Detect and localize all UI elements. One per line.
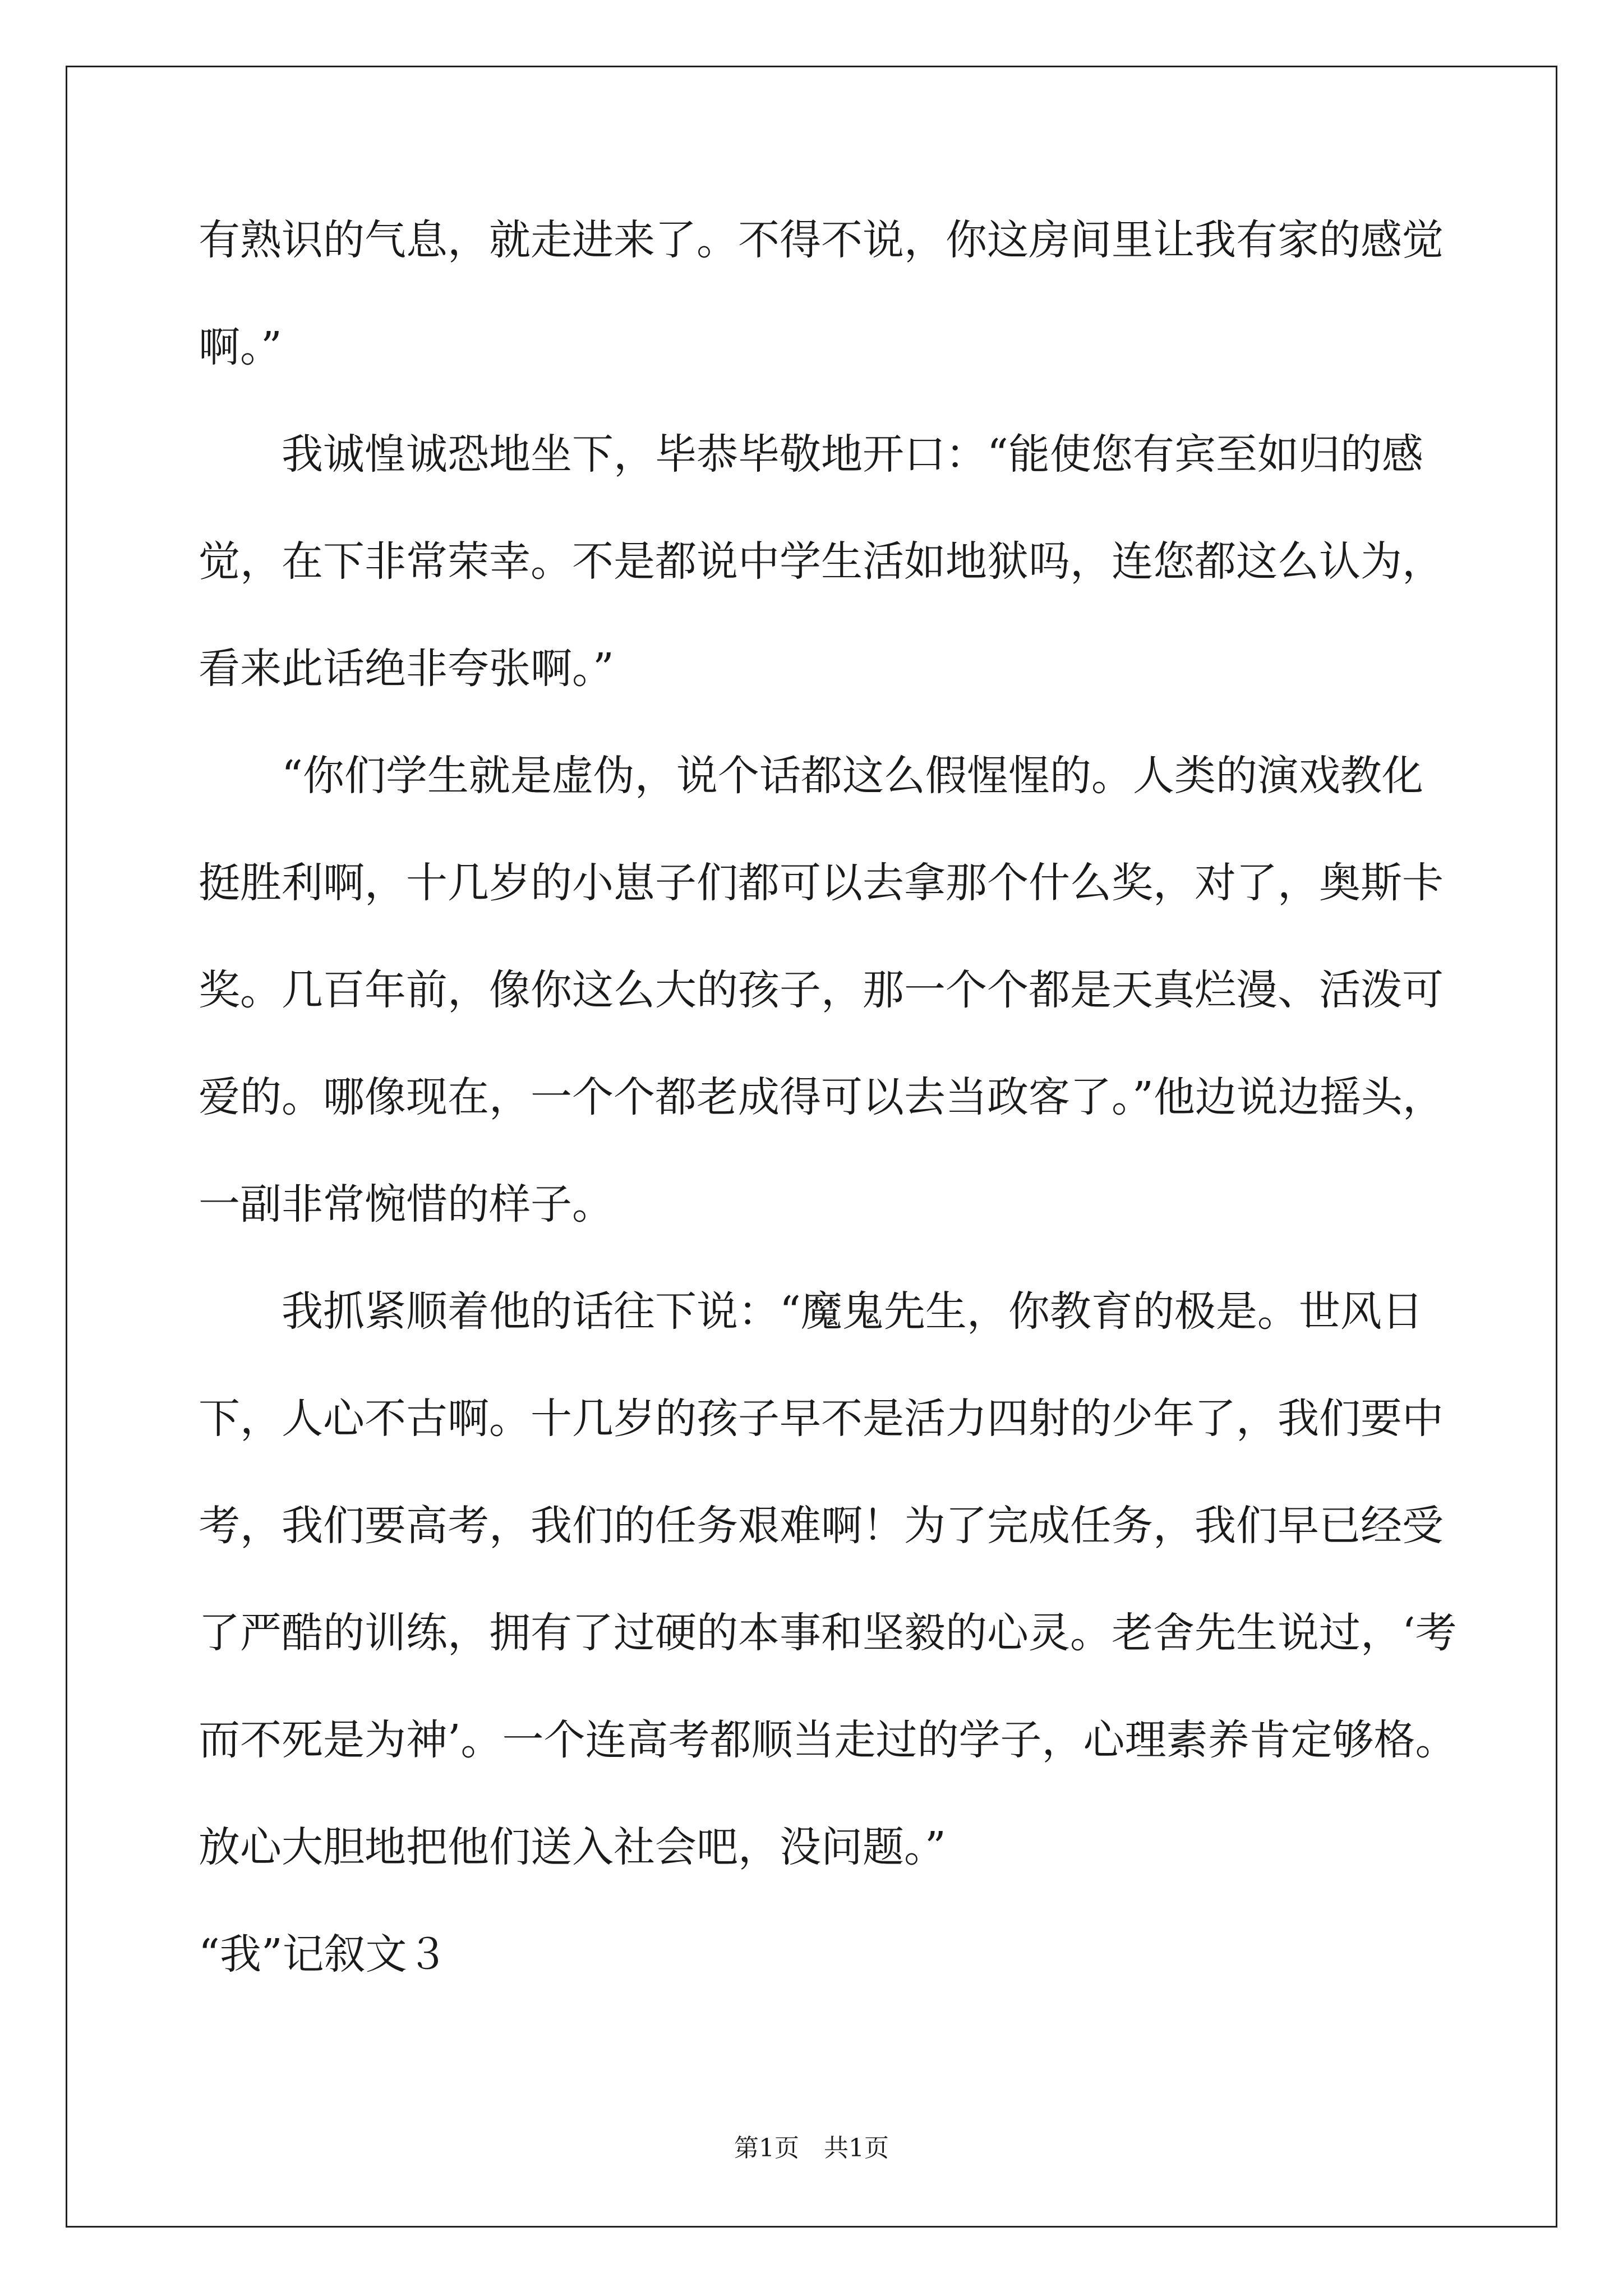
text-line: “你们学生就是虚伪，说个话都这么假惺惺的。人类的演戏教化 [199, 752, 1423, 800]
section-heading: “我”记叙文３ [199, 1930, 449, 1978]
text-line: 而不死是为神’。一个连高考都顺当走过的学子，心理素养肯定够格。 [199, 1716, 1457, 1764]
text-line: 觉，在下非常荣幸。不是都说中学生活如地狱吗，连您都这么认为， [199, 537, 1444, 586]
page-number-footer: 第1页 共1页 [734, 2134, 889, 2162]
text-line: 放心大胆地把他们送入社会吧，没问题。” [199, 1823, 946, 1871]
text-line: 啊。” [199, 323, 282, 371]
text-line: 有熟识的气息，就走进来了。不得不说，你这房间里让我有家的感觉 [199, 216, 1444, 264]
text-line: 我抓紧顺着他的话往下说：“魔鬼先生，你教育的极是。世风日 [199, 1287, 1423, 1336]
text-line: 挺胜利啊，十几岁的小崽子们都可以去拿那个什么奖，对了，奥斯卡 [199, 859, 1444, 907]
text-line: 了严酷的训练，拥有了过硬的本事和坚毅的心灵。老舍先生说过，‘考 [199, 1609, 1457, 1657]
text-line: 奖。几百年前，像你这么大的孩子，那一个个都是天真烂漫、活泼可 [199, 966, 1444, 1014]
text-line: 考，我们要高考，我们的任务艰难啊！为了完成任务，我们早已经受 [199, 1502, 1444, 1550]
text-line: 我诚惶诚恐地坐下，毕恭毕敬地开口：“能使您有宾至如归的感 [199, 430, 1423, 478]
text-line: 看来此话绝非夸张啊。” [199, 645, 614, 693]
text-line: 一副非常惋惜的样子。 [199, 1180, 614, 1228]
text-line: 下，人心不古啊。十几岁的孩子早不是活力四射的少年了，我们要中 [199, 1395, 1444, 1443]
text-line: 爱的。哪像现在，一个个都老成得可以去当政客了。”他边说边摇头， [199, 1073, 1444, 1121]
page-border [66, 66, 1557, 2228]
